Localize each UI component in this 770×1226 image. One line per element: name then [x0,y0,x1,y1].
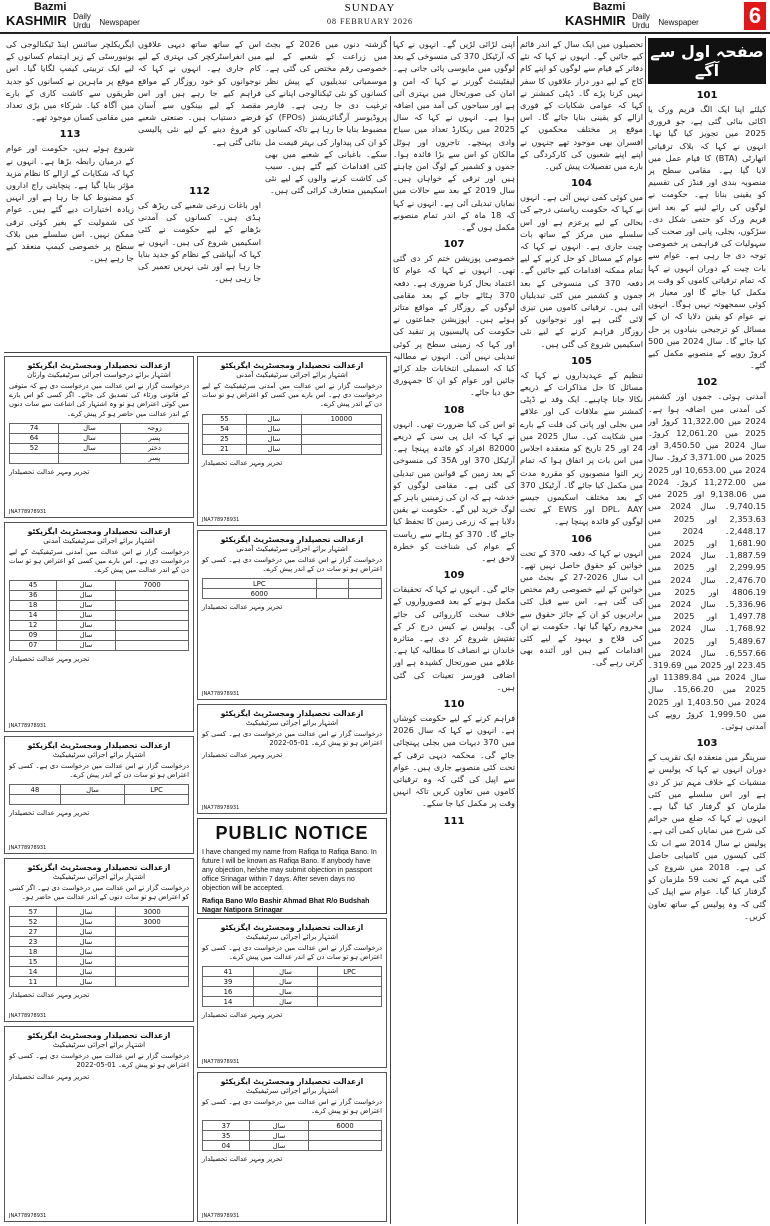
date: 08 FEBRUARY 2026 [327,17,413,26]
article-text: فراہم کرنے کے لیے حکومت کوشاں ہے۔ انہوں نے کہا کہ سال 2026 میں 370 دیہات میں بجلی پہنچائی جائے گی۔ محکمہ دیہی ترقی کے تحت کئی منصوبے جاری ہیں۔ عوام سے اپیل کی گئی کہ وہ ترقیاتی کاموں میں تعاون کریں تاکہ انہیں وقت پر مکمل کیا جا سکے۔ [393,712,515,809]
notice-table: 45 سال 7000 36 سال 18 سال 14 سال 12 سال 09 سال 07 سال [9,580,189,651]
column-2 [520,38,643,1224]
continuation-number: 107 [443,239,465,251]
article-text: تو اس کی کیا ضرورت تھی۔ انہوں نے کہا کہ ایل پی سی کے ذریعے 82000 افراد کو فائدہ پہنچا ہے۔ آرٹیکل 370 اور 35A کی منسوخی کے بعد زمین کے قوانین میں تبدیلی کی گئی ہے۔ مقامی لوگوں کو خدشہ ہے کہ ان کی زمینیں باہر کے لوگ خرید لیں گے۔ حکومت نے یقین دلایا ہے کہ زرعی زمین کا تحفظ کیا جائے گا۔ 370 کو ہٹانے سے ریاست کے عوام کی شناخت کو خطرہ لاحق ہے۔ [393,418,515,563]
court-notice: ازعدالت تحصیلدار ومجسٹریٹ ایگزیکٹو اشتہار برائے درخواست اجرائی سرٹیفیکیٹ وارثان درخواست گزار نے اس عدالت میں درخواست دی ہے کہ متوفی کے قانونی ورثاء کی تصدیق کی جائے۔ اگر کسی کو اس بارے میں کوئی اعتراض ہو تو وہ اشتہار کی اشاعت سے سات دنوں کے اندر عدالت میں حاضر ہو کر پیش کرے۔ 74 سال زوجہ 64 سال پسر 52 سال دختر پسر تحریر ومہر عدالت تحصیلدار JNA778978931 [4,356,194,518]
court-notice: ازعدالت تحصیلدار ومجسٹریٹ ایگزیکٹو اشتہار برائے اجرائی سرٹیفیکیٹ درخواست گزار نے اس عدالت میں درخواست دی ہے۔ کسی کو اعتراض ہو تو سات دن کے اندر پیش کرے۔ 48 سال LPC تحریر ومہر عدالت تحصیلدار JNA778978931 [4,736,194,854]
article-text: آمدنی ہوئی۔ جموں اور کشمیر کی آمدنی میں اضافہ ہوا ہے۔ 2024 میں 11,322.00 کروڑ اور 2025 میں 12,061.20 کروڑ۔ سال 2024 میں 3,450.50 اور 2025 میں 3,371.00 کروڑ۔ سال 2024 میں 10,653.00 اور 2025 میں 11,272.00 کروڑ۔ 2024 میں 9,138.06 اور 2025 میں 9,740.15۔ سال 2024 میں 2,353.63 اور 2025 میں 2,448.17۔ 2024 میں 1,681.90 اور 2025 میں 1,887.59۔ سال 2024 میں 2,299.95 اور 2025 میں 2,476.70۔ سال 2024 میں 4806.19 اور 2025 میں 5,336.96۔ سال 2024 میں 1,497.78 اور 2025 میں 1,768.92۔ سال 2024 میں 5,489.67 اور 2025 میں 6,557.66۔ سال 2024 میں 223.45 اور 2025 میں 319.69۔ سال 2024 میں 11389.84 اور 2025 میں 15,66.20۔ سال 2024 میں 1,403.50 اور 2025 میں 1,999.50 کروڑ روپے کی آمدنی ہوئی۔ [648,391,766,731]
column-1 [648,38,766,1224]
continuation-number: 112 [189,186,210,197]
article-top-b: اس کے ساتھ ساتھ دیہی علاقوں میں انفراسٹرکچر کی بہتری کے لیے کام جاری ہے۔ انہوں نے کہا کہ نوجوانوں کو خود روزگار کے مواقع فراہم کیے جا رہے ہیں اور اس مقصد کے لیے بینکوں سے آسان قرضے دستیاب ہیں۔ صنعتی شعبے کو فروغ دینے کے لیے نئی پالیسی بنائی گئی ہے۔ [138,39,261,147]
notice-table: 48 سال LPC [9,784,189,805]
article-top-a: گزشتہ دنوں میں 2026 کے بجٹ میں زراعت کے شعبے کے لیے خصوصی رقم مختص کی گئی ہے۔ موسمیاتی تبدیلیوں کے پیش نظر کسانوں کو نئی ٹیکنالوجی اپنانے کی ترغیب دی جا رہی ہے۔ فارمر پروڈیوسر آرگنائزیشنز (FPOs) کو مضبوط بنایا جا رہا ہے تاکہ کسانوں کو ان کی پیداوار کی بہتر قیمت مل سکے۔ باغبانی کے شعبے میں بھی کئی اقدامات کیے گئے ہیں۔ سیب کی کاشت کرنے والوں کے لیے نئی اسکیمیں متعارف کرائی گئی ہیں۔ [265,39,387,196]
article-text: اپنی لڑائی لڑیں گے۔ انہوں نے کہا کہ آرٹیکل 370 کی منسوخی کے بعد لوگوں میں مایوسی پائی جاتی ہے۔ لیفٹیننٹ گورنر نے کہا کہ امن و امان کی صورتحال میں بہتری آئی ہے اور سیاحوں کی آمد میں اضافہ ہوا ہے۔ انہوں نے کہا کہ سال 2025 میں ریکارڈ تعداد میں سیاح وادی پہنچے۔ تاجروں اور ہوٹل مالکان کو اس سے بڑا فائدہ ہوا۔ جموں و کشمیر کے لوگ امن چاہتے ہیں اور ترقی کے خواہاں ہیں۔ سال 2019 کے بعد سے حالات میں نمایاں تبدیلی آئی ہے۔ انہوں نے کہا کہ 18 ماہ کے اندر تمام منصوبے مکمل ہوں گے۔ [393,39,515,233]
public-notice-signature: Rafiqa Bano W/o Bashir Ahmad Bhat R/o Budshah Nagar Natipora Srinagar [202,898,370,914]
continuation-number: 105 [571,355,592,367]
divider [390,36,391,1224]
continuation-number: 101 [696,90,718,101]
brand-left: Bazmi KASHMIR Daily Urdu Newspaper [6,1,140,30]
public-notice-text: I have changed my name from Rafiqa to Rafiqa Bano. In future I will be known as Rafiqa Bano. If anybody have any objection, he/she may submit objection in passport office Srinagar within 7 days. After seven days no objection will be accepted. [202,849,377,892]
article-text: سرینگر میں منعقدہ ایک تقریب کے دوران انہوں نے کہا کہ پولیس نے منشیات کے خلاف مہم تیز کر دی ہے اور اس سلسلے میں کئی ملزمان کو گرفتار کیا گیا ہے۔ انہوں نے کہا کہ ضلع میں جرائم کی شرح میں نمایاں کمی آئی ہے۔ پولیس نے سال 2014 سے اب تک کئی کیسوں میں کامیابی حاصل کی ہے۔ 2018 میں شروع کی گئی مہم کے تحت 59 ملزمان کو گرفتار کیا گیا۔ عوام سے اپیل کی گئی کہ وہ پولیس کے ساتھ تعاون کریں۔ [648,752,766,921]
article-text: کیلئے اپنا ایک الگ فریم ورک یا اکائی بنائی گئی ہے، جو فروری 2025 میں تجویز کیا گیا تھا۔ انہوں نے کہا کہ بلاک ترقیاتی اتھارٹی (BTA) کا قیام عمل میں لایا گیا ہے۔ مقامی سطح پر منصوبہ بندی اور فنڈز کی تقسیم کو یقینی بنانا ہے۔ حکومت نے لوگوں کی رائے لینے کے بعد اس فریم ورک کو حتمی شکل دی۔ سڑکوں، بجلی، پانی اور صحت کی سہولیات کی فراہمی پر خصوصی توجہ دی جا رہی ہے۔ عوام سے بات چیت کے دوران انہوں نے کہا کہ تمام ترقیاتی کاموں کو وقت پر مکمل کیا جائے گا اور معیار پر کوئی سمجھوتہ نہیں ہوگا۔ انہوں نے عوام کو یقین دلایا کہ ان کے مسائل کو ترجیحی بنیادوں پر حل کیا جائے گا۔ سال 2024 میں 500 کروڑ روپے کے منصوبے مکمل کیے گئے۔ [648,104,766,371]
continuation-number: 106 [571,533,592,545]
continuation-number: 111 [443,815,465,827]
court-notice: ازعدالت تحصیلدار ومجسٹریٹ ایگزیکٹو اشتہار برائے اجرائی سرٹیفیکیٹ درخواست گزار نے اس عدالت میں درخواست دی ہے۔ کسی کو اعتراض ہو تو پیش کرے۔ 37 سال 6000 35 سال 04 سال تحریر ومہر عدالت تحصیلدار JNA778978931 [197,1072,387,1222]
court-notice: ازعدالت تحصیلدار ومجسٹریٹ ایگزیکٹو اشتہار برائے اجرائی سرٹیفیکیٹ آمدنی درخواست گزار نے اس عدالت میں آمدنی سرٹیفیکیٹ کے لیے درخواست دی ہے۔ اس بارے میں کسی کو اعتراض ہو تو سات دن کے اندر عدالت میں پیش کرے۔ 45 سال 7000 36 سال 18 سال 14 سال 12 سال 09 سال 07 سال تحریر ومہر عدالت تحصیلدار JNA778978931 [4,522,194,732]
continuation-number: 113 [59,129,81,141]
court-notice: ازعدالت تحصیلدار ومجسٹریٹ ایگزیکٹو اشتہار برائے اجرائی سرٹیفیکیٹ آمدنی درخواست گزار نے اس عدالت میں آمدنی سرٹیفیکیٹ کے لیے درخواست دی ہے۔ اس بارے میں کسی کو اعتراض ہو تو سات دن کے اندر پیش کرے۔ 55 سال 10000 54 سال 25 سال 21 سال تحریر ومہر عدالت تحصیلدار JNA778978931 [197,356,387,526]
notice-table: 37 سال 6000 35 سال 04 سال [202,1120,382,1151]
continuation-number: 104 [571,178,592,190]
public-notice-heading: PUBLIC NOTICE [215,823,369,843]
notice-table: 74 سال زوجہ 64 سال پسر 52 سال دختر پسر [9,423,189,464]
article-top-d: ایگریکلچر سائنس اینڈ ٹیکنالوجی کی یونیورسٹی کے زیر اہتمام کسانوں کے لیے ایک تربیتی کیمپ لگایا گیا۔ اس موقع پر ماہرین نے کسانوں کو جدید طریقوں سے کاشت کاری کے بارے میں آگاہ کیا۔ شرکاء میں بڑی تعداد میں مقامی کسان موجود تھے۔ 113 شروع ہوئے ہیں، حکومت اور عوام کے درمیان رابطہ بڑھا ہے۔ انہوں نے کہا کہ شکایات کے ازالے کا نظام مزید مؤثر بنایا گیا ہے۔ پنچایتی راج اداروں کو مضبوط کیا جا رہا ہے اور انہیں زیادہ اختیارات دیے گئے ہیں۔ عوام کی شمولیت کے بغیر کوئی ترقی ممکن نہیں۔ اس سلسلے میں بلاک سطح پر خصوصی کیمپ منعقد کیے جا رہے ہیں۔ [6,39,134,264]
continuation-number: 108 [443,404,465,416]
article-text: جائے گی۔ انہوں نے کہا کہ تحقیقات مکمل ہونے کے بعد قصورواروں کے خلاف سخت کارروائی کی جائے گی۔ پولیس نے کیس درج کر کے تفتیش شروع کر دی ہے۔ متاثرہ خاندان نے انصاف کا مطالبہ کیا ہے۔ علاقے میں صورتحال کشیدہ ہے اور اضافی فورسز تعینات کی گئی ہیں۔ [393,584,515,692]
notice-table: 41 سال LPC 39 سال 16 سال 14 سال [202,966,382,1007]
article-text: تنظیم کے عہدیداروں نے کہا کہ مسائل کا حل مذاکرات کے ذریعے نکالا جانا چاہیے۔ ایک وفد نے ڈپٹی کمشنر سے ملاقات کی اور علاقے میں بجلی اور پانی کی قلت کے بارے میں شکایت کی۔ سال 2025 میں 24 اور 25 تاریخ کو منعقدہ اجلاس میں اس بات پر اتفاق ہوا کہ تمام زیر التوا منصوبوں کو مقررہ مدت میں مکمل کیا جائے گا۔ آرٹیکل 370 کے بعد مختلف اسکیموں جیسے DPL، AAY اور EWS کے تحت لوگوں کو فائدہ پہنچا ہے۔ [520,369,643,527]
divider [645,36,646,1224]
court-notice: ازعدالت تحصیلدار ومجسٹریٹ ایگزیکٹو اشتہار برائے اجرائی سرٹیفیکیٹ درخواست گزار نے اس عدالت میں درخواست دی ہے۔ کسی کو اعتراض ہو تو پیش کرے۔ 01-05-2022 تحریر ومہر عدالت تحصیلدار JNA778978931 [197,704,387,814]
section-banner: صفحہ اول سے آگے [648,38,766,84]
continuation-number: 102 [696,377,718,389]
page-number: 6 [744,2,766,30]
notice-table: LPC 6000 [202,578,382,599]
court-notice: ازعدالت تحصیلدار ومجسٹریٹ ایگزیکٹو اشتہار برائے اجرائی سرٹیفیکیٹ آمدنی درخواست گزار نے اس عدالت میں درخواست دی ہے۔ کسی کو اعتراض ہو تو سات دن کے اندر پیش کرے۔ LPC 6000 تحریر ومہر عدالت تحصیلدار JNA778978931 [197,530,387,700]
column-3 [393,38,515,1224]
article-text: خصوصی پوزیشن ختم کر دی گئی تھی۔ انہوں نے کہا کہ عوام کا اعتماد بحال کرنا ضروری ہے۔ دفعہ 370 ہٹائے جانے کے بعد مقامی لوگوں کے روزگار کے مواقع متاثر ہوئے ہیں۔ اپوزیشن جماعتوں نے حکومت کی پالیسیوں پر تنقید کی اور کہا کہ زمینی سطح پر کوئی تبدیلی نہیں آئی۔ انہوں نے مطالبہ کیا کہ اسمبلی انتخابات جلد کرائے جائیں اور عوام کو ان کا جمہوری حق دیا جائے۔ [393,253,515,398]
article-text: انہوں نے کہا کہ دفعہ 370 کے تحت خواتین کو حقوق حاصل نہیں تھے۔ اب سال 2026-27 کے بجٹ میں خواتین کے لیے خصوصی رقم مختص کی گئی ہے۔ اس سے قبل کئی برادریوں کو ان کے جائز حقوق سے محروم رکھا گیا تھا۔ حکومت نے ان کی فلاح و بہبود کے لیے کئی اقدامات کیے ہیں اور آئندہ بھی کرتی رہے گی۔ [520,547,643,668]
article-top-c: 112 اور باغات زرعی شعبے کی ریڑھ کی ہڈی ہیں۔ کسانوں کی آمدنی بڑھانے کے لیے حکومت نے کئی اسکیمیں شروع کی ہیں۔ انہوں نے کہا کہ آبپاشی کے نظام کو جدید بنایا جا رہا ہے اور نئی نہریں تعمیر کی جا رہی ہیں۔ [138,186,261,284]
continuation-number: 103 [696,738,718,750]
article-text: تحصیلوں میں ایک سال کے اندر قائم کیے جائیں گے۔ انہوں نے کہا کہ نئے دفاتر کے قیام سے لوگوں کو اپنے کام کاج کے لیے دور دراز علاقوں کا سفر نہیں کرنا پڑے گا۔ ڈپٹی کمشنر نے کہا کہ عوامی شکایات کے فوری ازالے کو یقینی بنایا جائے گا۔ اس موقع پر مختلف محکموں کے افسران بھی موجود تھے جنہوں نے اپنے اپنے شعبوں کی کارکردگی کے بارے میں تفصیلات پیش کیں۔ [520,39,643,172]
brand-right: Bazmi KASHMIR Daily Urdu Newspaper [565,1,699,30]
court-notice: ازعدالت تحصیلدار ومجسٹریٹ ایگزیکٹو اشتہار برائے اجرائی سرٹیفیکیٹ درخواست گزار نے اس عدالت میں درخواست دی ہے۔ اگر کسی کو اعتراض ہو تو سات دنوں کے اندر عدالت میں حاضر ہو۔ 57 سال 3000 52 سال 3000 27 سال 23 سال 18 سال 15 سال 14 سال 11 سال تحریر ومہر عدالت تحصیلدار JNA778978931 [4,858,194,1022]
day: SUNDAY [344,2,396,14]
divider [517,36,518,1224]
masthead [0,0,770,34]
court-notice: ازعدالت تحصیلدار ومجسٹریٹ ایگزیکٹو اشتہار برائے اجرائی سرٹیفیکیٹ درخواست گزار نے اس عدالت میں درخواست دی ہے۔ کسی کو اعتراض ہو تو پیش کرے۔ 01-05-2022 تحریر ومہر عدالت تحصیلدار JNA778978931 [4,1026,194,1222]
article-text: میں کوئی کمی نہیں آئی ہے۔ انہوں نے کہا کہ حکومت ریاستی درجے کی بحالی کے لیے پرعزم ہے اور اس سلسلے میں مرکز کے ساتھ بات چیت جاری ہے۔ انہوں نے کہا کہ عوام کے مسائل کو حل کرنے کے لیے تمام ممکنہ اقدامات کیے جائیں گے۔ دفعہ 370 کی منسوخی کے بعد جموں و کشمیر میں کئی تبدیلیاں آئی ہیں۔ ترقیاتی کاموں میں تیزی لائی گئی ہے اور نوجوانوں کو روزگار فراہم کرنے کے لیے نئی اسکیمیں شروع کی گئی ہیں۔ [520,192,643,349]
dateline [280,2,460,26]
divider [4,352,390,353]
court-notice: ازعدالت تحصیلدار ومجسٹریٹ ایگزیکٹو اشتہار برائے اجرائی سرٹیفیکیٹ درخواست گزار نے اس عدالت میں درخواست دی ہے۔ کسی کو اعتراض ہو تو سات دن کے اندر عدالت میں پیش کرے۔ 41 سال LPC 39 سال 16 سال 14 سال تحریر ومہر عدالت تحصیلدار JNA778978931 [197,918,387,1068]
public-notice [197,818,387,914]
notice-table: 55 سال 10000 54 سال 25 سال 21 سال [202,414,382,455]
continuation-number: 109 [443,570,465,582]
notice-table: 57 سال 3000 52 سال 3000 27 سال 23 سال 18 سال 15 سال 14 سال 11 سال [9,906,189,987]
continuation-number: 110 [443,698,465,710]
